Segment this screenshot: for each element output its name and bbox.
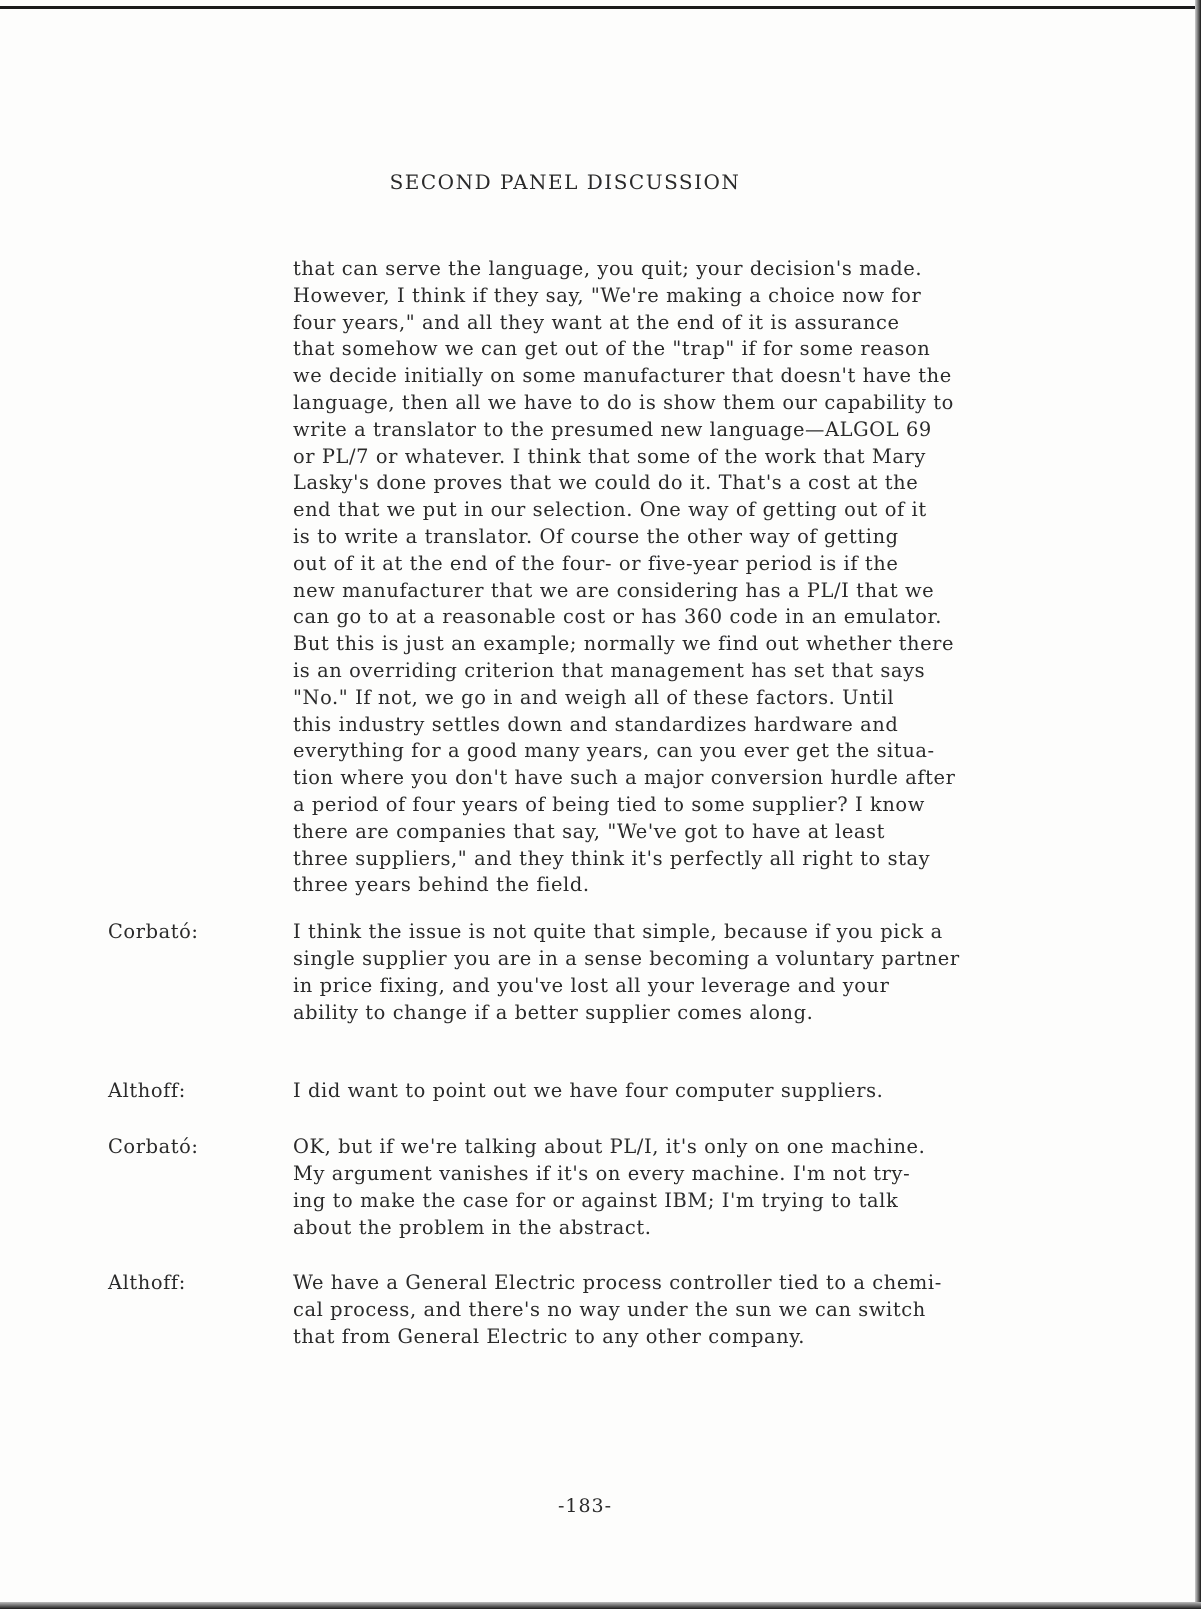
text-line: end that we put in our selection. One way of getting out of it [293, 498, 927, 522]
text-line: everything for a good many years, can you ever get the situa- [293, 739, 935, 763]
utterance [293, 1077, 1083, 1104]
text-line: However, I think if they say, "We're making a choice now for [293, 283, 922, 307]
text-line: ing to make the case for or against IBM; I'm trying to talk [293, 1189, 899, 1212]
text-line: there are companies that say, "We've got to have at least [293, 819, 886, 843]
text-line: write a translator to the presumed new language—ALGOL 69 [293, 417, 932, 441]
text-line: I did want to point out we have four computer suppliers. [293, 1079, 884, 1102]
text-line: We have a General Electric process controller tied to a chemi- [293, 1271, 942, 1294]
text-line: "No." If not, we go in and weigh all of these factors. Until [293, 685, 895, 709]
text-line: that can serve the language, you quit; your decision's made. [293, 257, 923, 280]
text-line: can go to at a reasonable cost or has 360 code in an emulator. [293, 605, 943, 629]
utterance [293, 918, 1083, 1026]
text-line: three years behind the field. [293, 873, 590, 897]
page-header: SECOND PANEL DISCUSSION [389, 170, 741, 194]
text-line: in price fixing, and you've lost all your leverage and your [293, 974, 890, 997]
text-line: But this is just an example; normally we find out whether there [293, 632, 955, 656]
text-line: OK, but if we're talking about PL/I, it's only on one machine. [293, 1135, 926, 1158]
text-line: is an overriding criterion that management has set that says [293, 658, 926, 682]
scan-edge-top [0, 6, 1201, 9]
text-line: cal process, and there's no way under the sun we can switch [293, 1298, 926, 1321]
text-line: this industry settles down and standardizes hardware and [293, 712, 899, 736]
text-line: Lasky's done proves that we could do it. That's a cost at the [293, 471, 919, 495]
text-line: that somehow we can get out of the "trap" if for some reason [293, 337, 931, 361]
speaker-name: Corbató: [108, 920, 199, 943]
speaker-name: Althoff: [108, 1271, 186, 1294]
text-line: three suppliers," and they think it's perfectly all right to stay [293, 846, 931, 870]
speaker-name: Corbató: [108, 1135, 199, 1158]
scan-edge-bottom [0, 1602, 1201, 1609]
text-line: is to write a translator. Of course the other way of getting [293, 524, 899, 548]
utterance [293, 1269, 1083, 1350]
text-line: four years," and all they want at the end of it is assurance [293, 310, 900, 334]
continuation-paragraph [293, 256, 1063, 899]
speaker-name: Althoff: [108, 1079, 186, 1102]
text-line: language, then all we have to do is show them our capability to [293, 390, 954, 414]
text-line: that from General Electric to any other company. [293, 1325, 805, 1348]
text-line: tion where you don't have such a major conversion hurdle after [293, 766, 956, 790]
utterance [293, 1133, 1083, 1241]
page-number: -183- [557, 1495, 613, 1517]
text-line: ability to change if a better supplier comes along. [293, 1001, 814, 1024]
text-line: out of it at the end of the four- or five-year period is if the [293, 551, 899, 575]
text-line: single supplier you are in a sense becoming a voluntary partner [293, 947, 960, 970]
text-line: My argument vanishes if it's on every machine. I'm not try- [293, 1162, 911, 1185]
scan-edge-right [1195, 0, 1201, 1609]
text-line: new manufacturer that we are considering has a PL/I that we [293, 578, 935, 602]
text-line: about the problem in the abstract. [293, 1216, 652, 1239]
text-line: we decide initially on some manufacturer that doesn't have the [293, 364, 952, 388]
text-line: or PL/7 or whatever. I think that some of the work that Mary [293, 444, 926, 468]
text-line: a period of four years of being tied to some supplier? I know [293, 792, 925, 816]
text-line: I think the issue is not quite that simple, because if you pick a [293, 920, 943, 943]
